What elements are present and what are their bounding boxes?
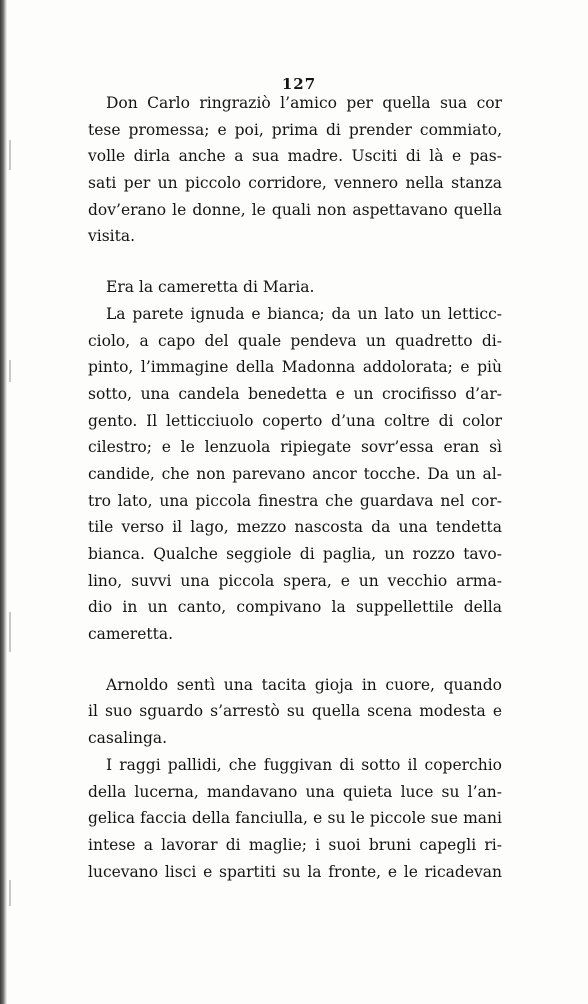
text-line: cameretta.: [88, 625, 174, 644]
page-number: 127: [281, 75, 317, 93]
text-line: dov’erano le donne, le quali non aspettavano quella: [88, 200, 502, 219]
paragraph: [88, 90, 502, 250]
text-line: Don Carlo ringraziò l’amico per quella sua cor: [106, 94, 502, 112]
text-line: tile verso il lago, mezzo nascosta da una tendetta: [88, 518, 502, 537]
text-line: sati per un piccolo corridore, vennero nella stanza: [88, 174, 502, 193]
text-line: volle dirla anche a sua madre. Usciti di là e pas-: [88, 147, 502, 166]
text-line: intese a lavorar di maglie; i suoi bruni capegli ri-: [88, 835, 502, 854]
scan-speck: [9, 612, 11, 652]
body-text: [88, 90, 502, 885]
text-line: Arnoldo sentì una tacita gioja in cuore, quando: [106, 675, 502, 694]
text-line: bianca. Qualche seggiole di paglia, un rozzo tavo-: [88, 545, 502, 563]
scan-speck: [9, 140, 11, 170]
scan-speck: [9, 360, 11, 382]
text-line: cilestro; e le lenzuola ripiegate sovr’essa eran sì: [88, 438, 502, 457]
text-line: visita.: [88, 227, 136, 246]
text-line: sotto, una candela benedetta e un crocifisso d’ar-: [88, 384, 502, 403]
paragraph-gap: [88, 250, 502, 274]
text-line: il suo sguardo s’arrestò su quella scena modesta e: [88, 702, 502, 721]
text-line: candide, che non parevano ancor tocche. Da un al-: [88, 464, 502, 483]
paragraph: [88, 301, 502, 648]
text-line: casalinga.: [88, 729, 168, 748]
text-line: ciolo, a capo del quale pendeva un quadretto di-: [88, 331, 502, 350]
text-line: Era la cameretta di Maria.: [106, 278, 315, 297]
paragraph: [88, 752, 502, 885]
paragraph-gap: [88, 648, 502, 672]
text-line: gelica faccia della fanciulla, e su le piccole sue mani: [88, 809, 502, 828]
paragraph: [88, 274, 502, 301]
text-line: lino, suvvi una piccola spera, e un vecchio arma-: [88, 571, 502, 590]
text-line: pinto, l’immagine della Madonna addolorata; e più: [88, 358, 502, 377]
binding-edge: [0, 0, 7, 1004]
text-line: tro lato, una piccola finestra che guardava nel cor-: [88, 491, 502, 510]
scan-speck: [9, 880, 11, 906]
text-line: gento. Il letticciuolo coperto d’una coltre di color: [88, 411, 502, 430]
text-line: della lucerna, mandavano una quieta luce su l’an-: [88, 782, 502, 801]
text-line: La parete ignuda e bianca; da un lato un letticc-: [106, 304, 502, 323]
paragraph: [88, 672, 502, 752]
text-line: lucevano lisci e spartiti su la fronte, e le ricadevan: [88, 862, 502, 881]
text-line: dio in un canto, compivano la suppellettile della: [88, 598, 502, 617]
text-line: I raggi pallidi, che fuggivan di sotto il coperchio: [106, 755, 502, 774]
text-line: tese promessa; e poi, prima di prender commiato,: [88, 120, 502, 139]
